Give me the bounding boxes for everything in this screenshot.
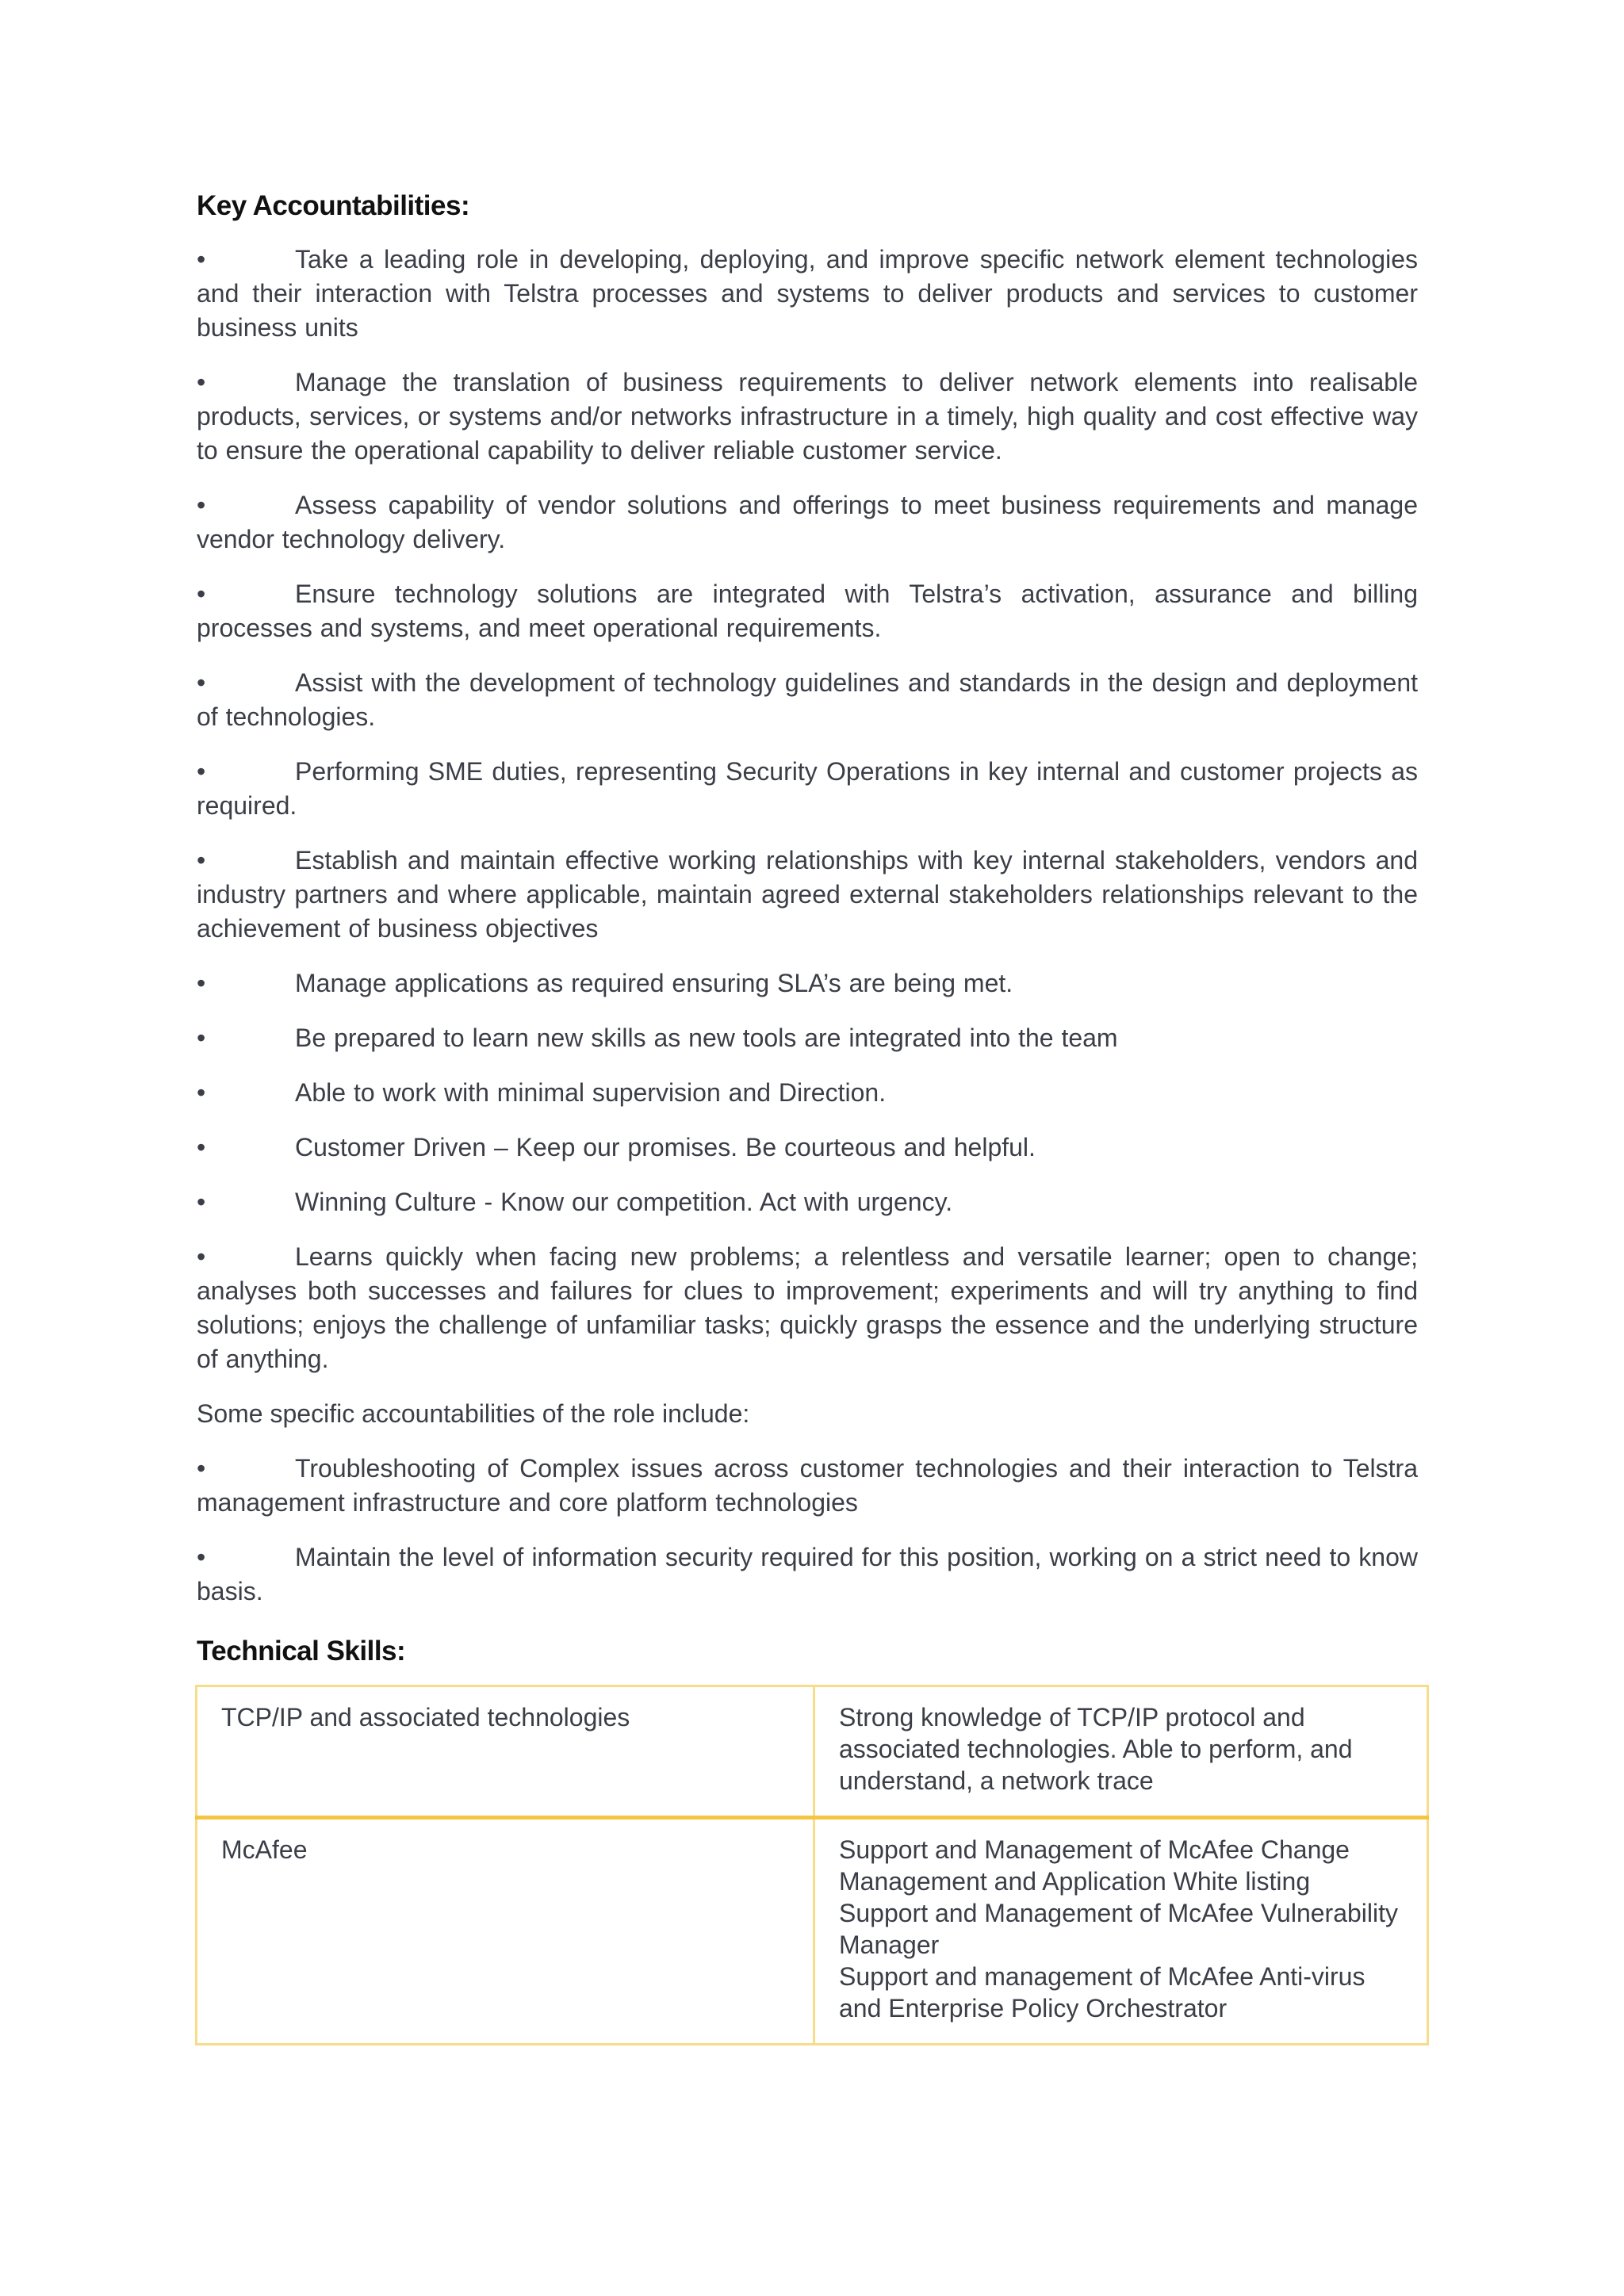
specific-accountabilities-list	[197, 1452, 1418, 1609]
bullet-icon: •	[197, 969, 206, 997]
table-row	[197, 1686, 1428, 1818]
accountabilities-list	[197, 243, 1418, 1376]
technical-skills-heading: Technical Skills:	[197, 1636, 406, 1667]
bullet-icon: •	[197, 491, 206, 519]
bullet-icon: •	[197, 1188, 206, 1216]
bullet-icon: •	[197, 245, 206, 274]
bullet-icon: •	[197, 1133, 206, 1161]
bullet-text: Customer Driven – Keep our promises. Be courteous and helpful.	[295, 1133, 1036, 1161]
bullet-icon: •	[197, 1024, 206, 1052]
bullet-item	[197, 365, 1418, 468]
table-row	[197, 1818, 1428, 2045]
skill-description-line: Support and Management of McAfee Vulnerability Manager	[839, 1899, 1398, 1959]
bullet-item	[197, 243, 1418, 345]
bullet-icon: •	[197, 1078, 206, 1107]
skill-name-cell: McAfee	[197, 1818, 814, 2045]
bullet-text: Troubleshooting of Complex issues across customer technologies and their interaction to Telstra management infrastructure and core platform technologies	[197, 1454, 1418, 1517]
bullet-item	[197, 755, 1418, 823]
bullet-item	[197, 1452, 1418, 1520]
bullet-item	[197, 577, 1418, 645]
bullet-item	[197, 844, 1418, 946]
bullet-item	[197, 1021, 1418, 1055]
bullet-text: Be prepared to learn new skills as new tools are integrated into the team	[295, 1024, 1118, 1052]
skill-description-line: Support and management of McAfee Anti-virus and Enterprise Policy Orchestrator	[839, 1962, 1365, 2022]
bullet-item	[197, 1076, 1418, 1110]
bullet-text: Take a leading role in developing, deploying, and improve specific network element technologies and their interaction with Telstra processes and systems to deliver products and services to customer business units	[197, 245, 1418, 342]
bullet-item	[197, 1540, 1418, 1609]
bullet-text: Manage the translation of business requirements to deliver network elements into realisable products, services, or systems and/or networks infrastructure in a timely, high quality and cost effective way to ensure the operational capability to deliver reliable customer service.	[197, 368, 1418, 465]
bullet-icon: •	[197, 1242, 206, 1271]
bullet-text: Assess capability of vendor solutions and offerings to meet business requirements and manage vendor technology delivery.	[197, 491, 1418, 553]
bullet-item	[197, 966, 1418, 1001]
key-accountabilities-heading: Key Accountabilities:	[197, 190, 470, 221]
skill-description-cell: Strong knowledge of TCP/IP protocol and associated technologies. Able to perform, and understand, a network trace	[814, 1686, 1428, 1818]
page-content	[197, 190, 1418, 2045]
specific-accountabilities-intro: Some specific accountabilities of the role include:	[197, 1399, 750, 1428]
bullet-text: Able to work with minimal supervision and Direction.	[295, 1078, 887, 1107]
bullet-text: Performing SME duties, representing Security Operations in key internal and customer projects as required.	[197, 757, 1418, 820]
bullet-text: Winning Culture - Know our competition. Act with urgency.	[295, 1188, 953, 1216]
bullet-item	[197, 666, 1418, 734]
skill-description-line: Support and Management of McAfee Change Management and Application White listing	[839, 1835, 1350, 1896]
skill-name-cell: TCP/IP and associated technologies	[197, 1686, 814, 1818]
bullet-icon: •	[197, 368, 206, 396]
bullet-icon: •	[197, 668, 206, 697]
bullet-text: Assist with the development of technology guidelines and standards in the design and deployment of technologies.	[197, 668, 1418, 731]
bullet-item	[197, 488, 1418, 557]
bullet-text: Establish and maintain effective working relationships with key internal stakeholders, vendors and industry partners and where applicable, maintain agreed external stakeholders relationships relevant to the achievement of business objectives	[197, 846, 1418, 943]
bullet-text: Maintain the level of information security required for this position, working on a strict need to know basis.	[197, 1543, 1418, 1605]
bullet-text: Learns quickly when facing new problems; a relentless and versatile learner; open to change; analyses both successes and failures for clues to improvement; experiments and will try anything to find solutions; enjoys the challenge of unfamiliar tasks; quickly grasps the essence and the underlying structure of anything.	[197, 1242, 1418, 1373]
technical-skills-table	[195, 1685, 1429, 2045]
bullet-icon: •	[197, 1543, 206, 1571]
skill-description-cell	[814, 1818, 1428, 2045]
bullet-icon: •	[197, 1454, 206, 1483]
bullet-text: Manage applications as required ensuring SLA’s are being met.	[295, 969, 1013, 997]
bullet-item	[197, 1240, 1418, 1376]
bullet-icon: •	[197, 757, 206, 786]
bullet-item	[197, 1185, 1418, 1219]
bullet-text: Ensure technology solutions are integrated with Telstra’s activation, assurance and billing processes and systems, and meet operational requirements.	[197, 580, 1418, 642]
bullet-item	[197, 1131, 1418, 1165]
bullet-icon: •	[197, 580, 206, 608]
bullet-icon: •	[197, 846, 206, 874]
